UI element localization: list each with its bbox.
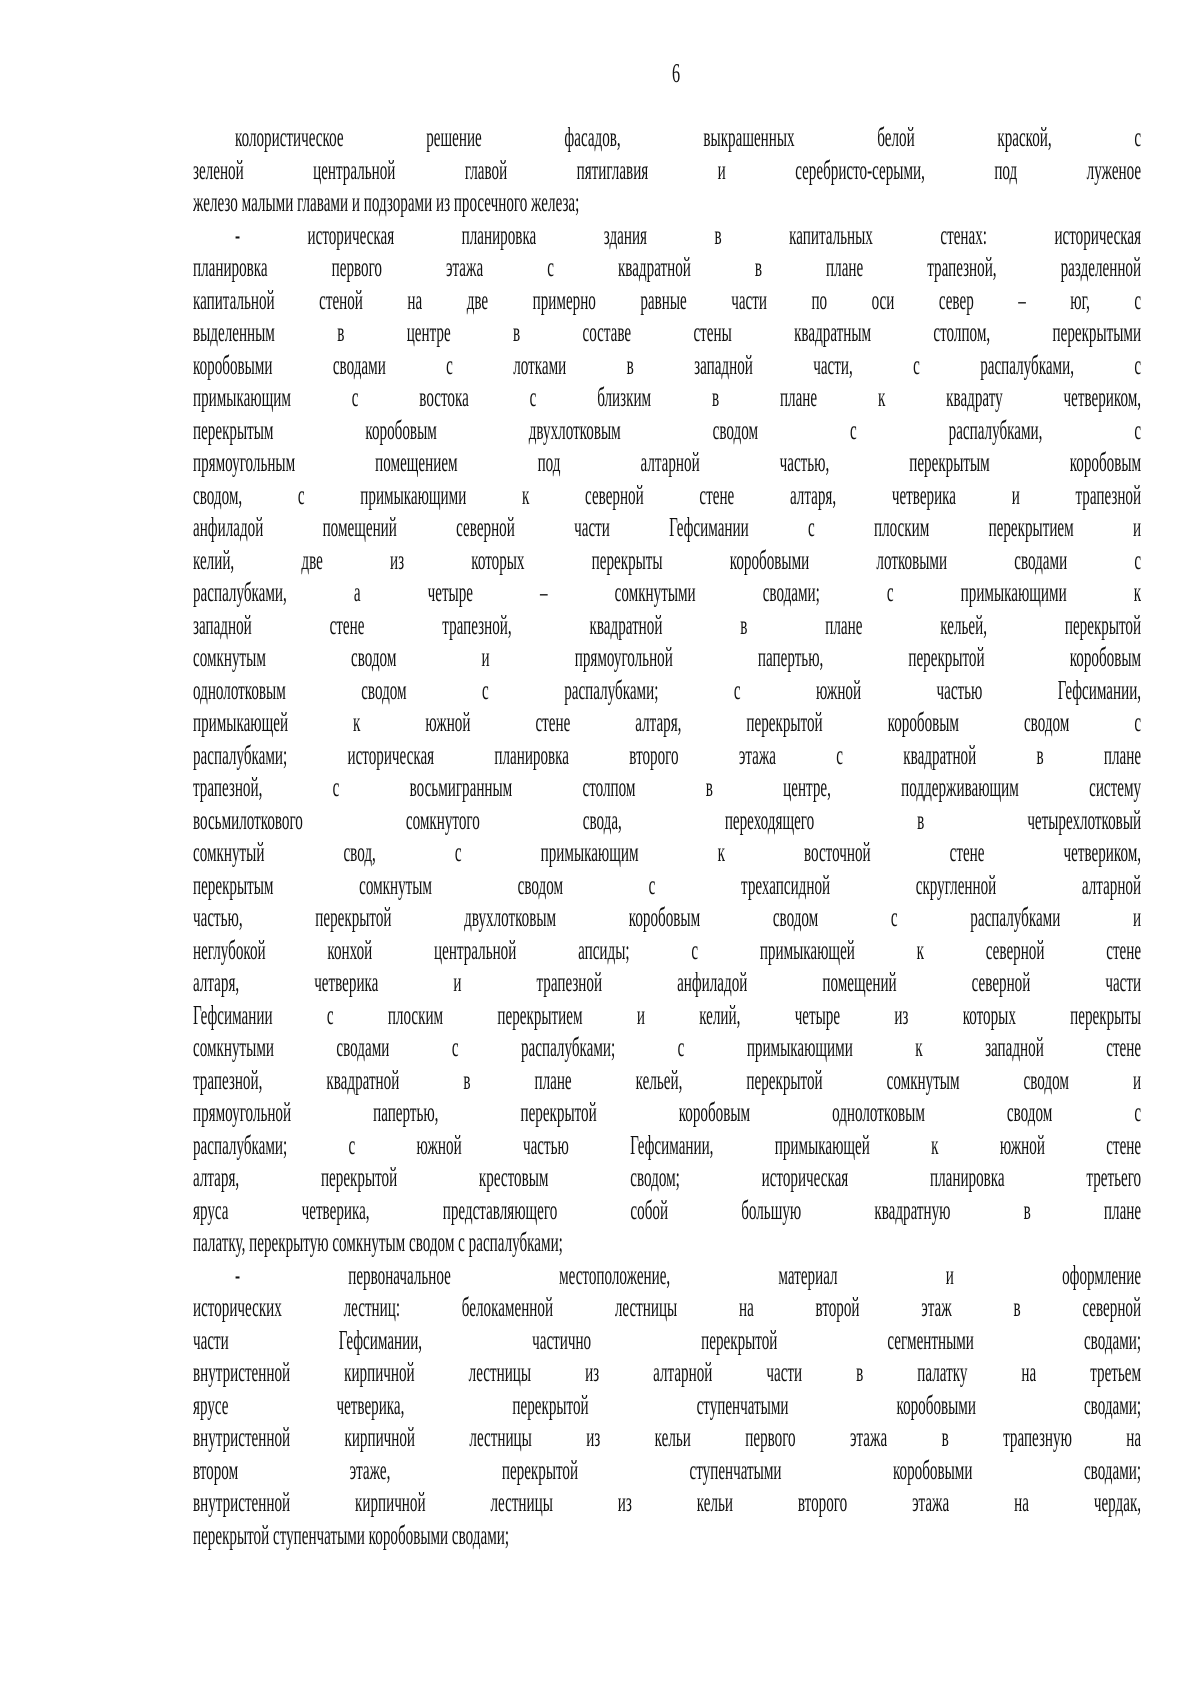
text-line: западной стене трапезной, квадратной в плане кельей, перекрытой <box>193 609 1142 640</box>
text-line: сомкнутым сводом и прямоугольной папертью, перекрытой коробовым <box>193 642 1142 672</box>
text-line: коробовыми сводами с лотками в западной части, с распалубками, с <box>193 349 1142 380</box>
text-line: внутристенной кирпичной лестницы из алтарной части в палатку на третьем <box>193 1357 1142 1387</box>
text-line: анфиладой помещений северной части Гефсимании с плоским перекрытием и <box>193 512 1142 542</box>
text-line: железо малыми главами и подзорами из просечного железа; <box>193 187 580 217</box>
page-number: 6 <box>671 58 681 88</box>
text-line: восьмилоткового сомкнутого свода, переходящего в четырехлотковый <box>193 804 1142 835</box>
text-line: примыкающей к южной стене алтаря, перекрытой коробовым сводом с <box>193 707 1142 737</box>
text-line: трапезной, квадратной в плане кельей, перекрытой сомкнутым сводом и <box>193 1064 1142 1095</box>
paragraph <box>193 1259 1141 1552</box>
text-line: втором этаже, перекрытой ступенчатыми коробовыми сводами; <box>193 1454 1142 1485</box>
paragraph <box>193 219 1141 1259</box>
text-line: Гефсимании с плоским перекрытием и келий, четыре из которых перекрыты <box>193 999 1142 1030</box>
text-line: внутристенной кирпичной лестницы из кельи второго этажа на чердак, <box>193 1487 1142 1517</box>
text-line: распалубками; историческая планировка второго этажа с квадратной в плане <box>193 739 1142 770</box>
text-line: колористическое решение фасадов, выкрашенных белой краской, с <box>235 122 1142 152</box>
text-line: частью, перекрытой двухлотковым коробовым сводом с распалубками и <box>193 902 1142 932</box>
text-line: алтаря, перекрытой крестовым сводом; историческая планировка третьего <box>193 1162 1142 1192</box>
text-line: прямоугольным помещением под алтарной частью, перекрытым коробовым <box>193 447 1142 477</box>
text-line: примыкающим с востока с близким в плане к квадрату четвериком, <box>193 382 1142 412</box>
text-line: однолотковым сводом с распалубками; с южной частью Гефсимании, <box>193 674 1142 705</box>
text-line: неглубокой конхой центральной апсиды; с примыкающей к северной стене <box>193 934 1142 965</box>
text-line: планировка первого этажа с квадратной в плане трапезной, разделенной <box>193 252 1142 282</box>
text-line: распалубками, а четыре – сомкнутыми сводами; с примыкающими к <box>193 577 1142 607</box>
text-line: прямоугольной папертью, перекрытой коробовым однолотковым сводом с <box>193 1097 1142 1127</box>
text-line: - историческая планировка здания в капитальных стенах: историческая <box>235 219 1142 250</box>
paragraph <box>193 121 1141 219</box>
text-line: яруса четверика, представляющего собой большую квадратную в плане <box>193 1194 1142 1225</box>
text-line: палатку, перекрытую сомкнутым сводом с распалубками; <box>193 1227 563 1257</box>
document-body <box>193 121 1141 1551</box>
text-line: выделенным в центре в составе стены квадратным столпом, перекрытыми <box>193 317 1142 347</box>
text-line: зеленой центральной главой пятиглавия и серебристо-серыми, под луженое <box>193 154 1142 185</box>
text-line: - первоначальное местоположение, материал и оформление <box>235 1259 1142 1290</box>
text-line: алтаря, четверика и трапезной анфиладой помещений северной части <box>193 967 1142 997</box>
text-line: перекрытой ступенчатыми коробовыми сводами; <box>193 1519 510 1550</box>
text-line: исторических лестниц: белокаменной лестницы на второй этаж в северной <box>193 1292 1142 1322</box>
text-line: ярусе четверика, перекрытой ступенчатыми коробовыми сводами; <box>193 1389 1142 1420</box>
text-line: келий, две из которых перекрыты коробовыми лотковыми сводами с <box>193 544 1142 575</box>
text-line: сомкнутыми сводами с распалубками; с примыкающими к западной стене <box>193 1032 1142 1062</box>
text-line: сводом, с примыкающими к северной стене алтаря, четверика и трапезной <box>193 479 1142 510</box>
text-line: перекрытым сомкнутым сводом с трехапсидной скругленной алтарной <box>193 869 1142 900</box>
text-line: сомкнутый свод, с примыкающим к восточной стене четвериком, <box>193 837 1142 867</box>
text-line: перекрытым коробовым двухлотковым сводом с распалубками, с <box>193 414 1142 445</box>
text-line: трапезной, с восьмигранным столпом в центре, поддерживающим систему <box>193 772 1142 802</box>
text-line: распалубками; с южной частью Гефсимании, примыкающей к южной стене <box>193 1129 1142 1160</box>
text-line: внутристенной кирпичной лестницы из кельи первого этажа в трапезную на <box>193 1422 1142 1452</box>
text-line: капитальной стеной на две примерно равные части по оси север – юг, с <box>193 284 1142 315</box>
text-line: части Гефсимании, частично перекрытой сегментными сводами; <box>193 1324 1142 1355</box>
